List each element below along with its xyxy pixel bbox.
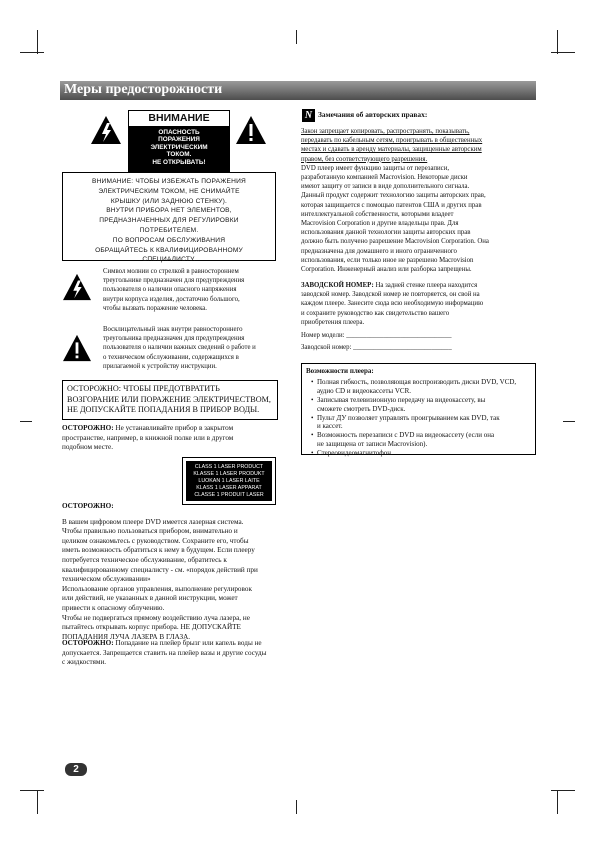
text-line: На задней стенке плеера находится	[373, 282, 478, 289]
laser-line: KLASS 1 LASER APPARAT	[196, 485, 262, 492]
lightning-explanation	[103, 267, 283, 313]
page-number: 2	[65, 763, 87, 776]
warning-line: ОСТОРОЖНО: ЧТОБЫ ПРЕДОТВРАТИТЬ	[67, 384, 220, 393]
text-line: с жидкостями.	[62, 658, 107, 667]
caution-placement	[62, 424, 282, 453]
text-line: Закон запрещает копировать, распространять, показывать,	[301, 128, 470, 135]
serial-number-section	[301, 281, 537, 352]
text-line: целиком ознакомьтесь с руководством. Сохраните его, чтобы	[62, 536, 249, 545]
notice-line: СПЕЦИАЛИСТУ.	[142, 256, 196, 264]
text-line: чтобы вызвать поражение человека.	[103, 304, 208, 312]
player-features-box	[301, 363, 536, 458]
list-item	[312, 431, 531, 449]
text-line: и сохраните руководство как свидетельство вашего	[301, 309, 450, 317]
crop-mark	[296, 30, 297, 44]
text-line: пользователя о наличии важных сведений о работе и	[103, 344, 256, 352]
crop-mark	[37, 30, 38, 54]
text-line: пространстве, например, в книжной полке или в другом	[62, 433, 234, 442]
warning-label	[128, 110, 230, 172]
text-line: должно быть получено разрешение Macrovision Corporation. Она	[301, 238, 489, 246]
text-line: использования данной технологии защиты авторских прав	[301, 229, 471, 237]
text-line: иметь возможность обратиться к нему в будущем. Если плееру	[62, 546, 255, 555]
notice-line: ПО ВОПРОСАМ ОБСЛУЖИВАНИЯ	[112, 236, 226, 244]
text-line: о техническом обслуживании, содержащихся в	[103, 353, 239, 361]
text-line: Чтобы правильно пользоваться прибором, внимательно и	[62, 527, 238, 536]
notice-line: ВНУТРИ ПРИБОРА НЕТ ЭЛЕМЕНТОВ,	[106, 207, 232, 215]
text-line: передавать по кабельным сетям, проигрывать в общественных	[301, 137, 483, 145]
crop-mark	[20, 52, 44, 53]
text-line: правом, без соответствующего разрешения.	[301, 155, 428, 163]
crop-mark	[37, 790, 38, 814]
laser-label-inner	[186, 461, 272, 501]
warning-line: НЕ ДОПУСКАЙТЕ ПОПАДАНИЯ В ПРИБОР ВОДЫ.	[67, 405, 260, 415]
text-line: треугольнике предназначен для предупреждения	[103, 277, 245, 285]
features-title: Возможности плеера:	[306, 367, 374, 375]
text-line: аудио CD и видеокассеты VCR.	[317, 386, 412, 395]
text-line: потребуется техническое обслуживание, обратитесь к	[62, 555, 227, 564]
crop-mark	[557, 790, 558, 814]
exclamation-explanation	[103, 325, 288, 371]
text-line: треугольника предназначен для предупреждения	[103, 335, 245, 343]
copyright-text	[301, 127, 537, 274]
laser-line: CLASS 1 LASER PRODUCT	[194, 464, 264, 470]
text-line: и кассет.	[317, 422, 343, 431]
warning-line: ЭЛЕКТРИЧЕСКИМ	[150, 143, 208, 151]
warning-line: НЕ ОТКРЫВАТЬ!	[152, 158, 206, 166]
caution-label: ОСТОРОЖНО:	[62, 424, 114, 432]
text-line: Полная гибкость, позволяющая воспроизводить диски DVD, VCD,	[317, 377, 517, 386]
text-line: сможете смотреть DVD-диск.	[317, 404, 406, 413]
text-line: использования, если только иное не разрешено Macrovision	[301, 256, 474, 264]
caution-label: ОСТОРОЖНО:	[62, 502, 114, 510]
list-item	[312, 449, 531, 458]
exclamation-warning-icon	[235, 115, 267, 145]
text-line: В вашем цифровом плеере DVD имеется лазерная система.	[62, 517, 244, 526]
crop-mark	[563, 421, 575, 422]
section-title: Меры предосторожности	[64, 82, 223, 97]
section-header-bar	[60, 81, 536, 100]
text-line: предназначена для домашнего и иного ограниченного	[301, 247, 457, 255]
text-line: Пульт ДУ позволяет управлять проигрыванием как DVD, так	[317, 413, 500, 422]
text-line: подобном месте.	[62, 443, 114, 452]
text-line: техническом обслуживании»	[62, 575, 151, 584]
crop-mark	[296, 800, 297, 814]
text-line: заводской номер. Заводской номер не повторяется, он свой на	[301, 291, 480, 299]
text-line: которая защищается с помощью патентов США и других прав	[301, 201, 482, 209]
notice-line: ПРЕДНАЗНАЧЕННЫХ ДЛЯ РЕГУЛИРОВКИ	[99, 217, 239, 225]
warning-heading: ВНИМАНИЕ	[129, 111, 229, 127]
lightning-warning-icon	[90, 115, 122, 145]
crop-mark	[557, 30, 558, 54]
text-line: DVD плеер имеет функцию защиты от перезаписи,	[301, 164, 450, 172]
crop-mark	[551, 52, 575, 53]
text-line: имеют защиту от записи в виде дополнительного сигнала.	[301, 183, 470, 191]
serial-number-field: Заводской номер: _____________________________	[301, 344, 452, 352]
model-number-field: Номер модели: _______________________________	[301, 332, 452, 340]
notice-line: ВНИМАНИЕ: ЧТОБЫ ИЗБЕЖАТЬ ПОРАЖЕНИЯ	[92, 178, 246, 185]
serial-label: ЗАВОДСКОЙ НОМЕР:	[301, 282, 374, 289]
laser-line: LUOKAN 1 LASER LAITE	[198, 478, 260, 485]
notice-line: ОБРАЩАЙТЕСЬ К КВАЛИФИЦИРОВАННОМУ	[95, 246, 243, 254]
text-line: или действий, не указанных в данной инструкции, может	[62, 594, 238, 603]
text-line: квалифицированному специалисту - см. «порядок действий при	[62, 565, 258, 574]
text-line: прилагаемой к устройству инструкции.	[103, 362, 217, 370]
notice-line: ПОТРЕБИТЕЛЕМ.	[139, 226, 199, 234]
text-line: Символ молнии со стрелкой в равностороннем	[103, 268, 239, 275]
exclamation-symbol-icon	[62, 334, 92, 362]
text-line: Данный продукт содержит технологию защиты авторских прав,	[301, 192, 486, 200]
warning-line: ВОЗГОРАНИЕ ИЛИ ПОРАЖЕНИЕ ЭЛЕКТРИЧЕСТВОМ,	[67, 394, 271, 404]
text-line: Чтобы не подвергаться прямому воздействию луча лазера, не	[62, 613, 250, 622]
copyright-title: Замечания об авторских правах:	[318, 110, 428, 119]
text-line: внутри корпуса изделия, достаточно большого,	[103, 295, 240, 303]
text-line: Возможность перезаписи с DVD на видеокассету (если она	[317, 431, 495, 440]
text-line: интеллектуальной собственности, которыми владеет	[301, 210, 454, 218]
caution-laser	[62, 502, 292, 642]
list-item	[312, 378, 531, 396]
text-line: Стереовидеомагнитофон.	[317, 449, 393, 458]
text-line: Macrovision Corporation и другие владельцы прав. Для	[301, 220, 459, 228]
notice-line: КРЫШКУ (ИЛИ ЗАДНЮЮ СТЕНКУ).	[110, 197, 228, 205]
note-icon: N	[302, 109, 315, 122]
text-line: каждом плеере. Занесите сюда всю необходимую информацию	[301, 300, 484, 308]
text-line: ПОПАДАНИЯ ЛУЧА ЛАЗЕРА В ГЛАЗА.	[62, 632, 191, 641]
list-item	[312, 414, 531, 432]
warning-body	[129, 127, 229, 171]
text-line: привести к опасному облучению.	[62, 603, 165, 612]
crop-mark	[20, 421, 32, 422]
text-line: Записывая телевизионную передачу на видеокассету, вы	[317, 395, 486, 404]
text-line: Не устанавливайте прибор в закрытом	[113, 424, 234, 432]
notice-line: ЭЛЕКТРИЧЕСКИМ ТОКОМ, НЕ СНИМАЙТЕ	[98, 187, 240, 195]
text-line: Corporation. Инженерный анализ или разборка запрещены.	[301, 266, 472, 274]
laser-line: KLASSE 1 LASER PRODUKT	[193, 471, 265, 478]
caps-notice-box	[62, 172, 276, 264]
text-line: допускается. Запрещается ставить на плейер вазы и другие сосуды	[62, 648, 267, 657]
text-line: Попадание на плейер брызг или капель воды не	[113, 639, 262, 647]
text-line: не защищена от записи Macrovision).	[317, 440, 428, 449]
caution-label: ОСТОРОЖНО:	[62, 639, 114, 647]
list-item	[312, 396, 531, 414]
text-line: Восклицательный знак внутри равностороннего	[103, 326, 243, 333]
text-line: приобретения плеера.	[301, 318, 365, 326]
crop-mark	[20, 790, 44, 791]
laser-line: CLASSE 1 PRODUIT LASER	[194, 492, 264, 499]
text-line: пытайтесь открывать корпус прибора. НЕ ДОПУСКАЙТЕ	[62, 623, 241, 632]
laser-product-label	[182, 457, 276, 505]
text-line: Использование органов управления, выполнение регулировок	[62, 584, 252, 593]
warning-line: ТОКОМ.	[166, 151, 192, 159]
text-line: пользователя о наличии опасного напряжения	[103, 286, 237, 294]
fire-warning-box	[62, 380, 278, 420]
warning-line: ОПАСНОСТЬ	[158, 129, 200, 136]
warning-line: ПОРАЖЕНИЯ	[158, 136, 200, 144]
text-line: разработанную компанией Macrovision. Некоторые диски	[301, 174, 468, 182]
crop-mark	[551, 790, 575, 791]
lightning-symbol-icon	[62, 273, 92, 301]
features-list	[306, 378, 531, 458]
text-line: местах и сдавать в аренду материалы, защищенные авторским	[301, 146, 482, 154]
caution-water	[62, 639, 294, 668]
